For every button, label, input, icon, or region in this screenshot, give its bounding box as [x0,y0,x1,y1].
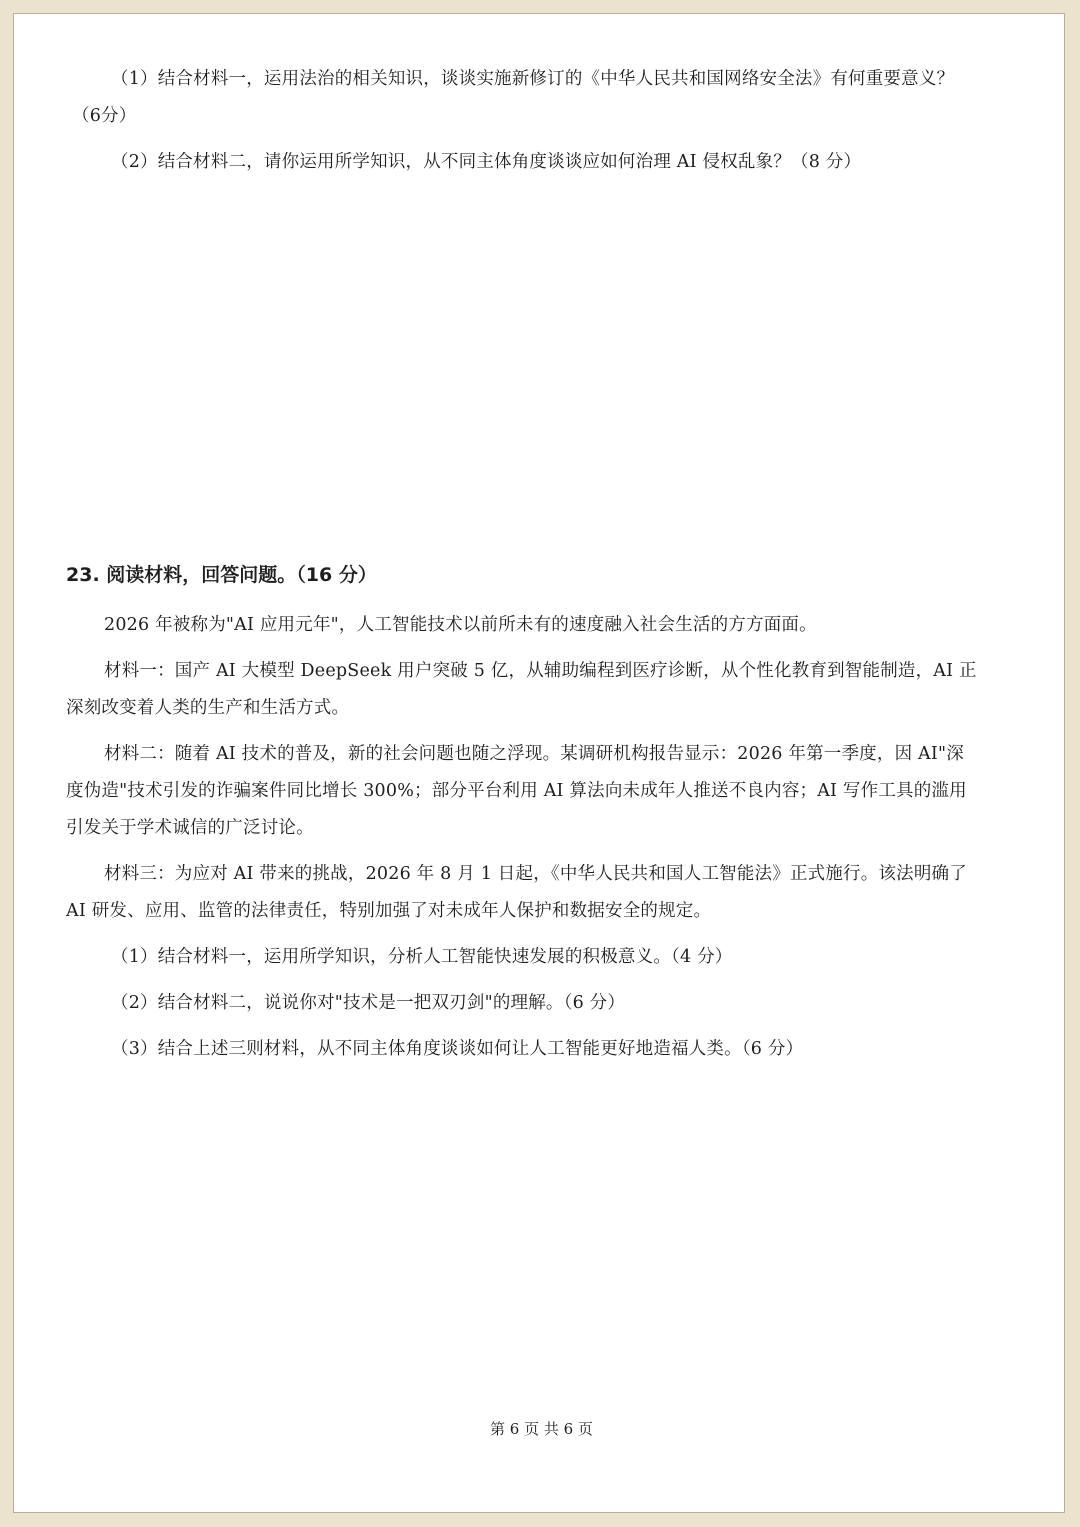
q22-sub1-line2: （6分） [72,106,137,126]
q23-heading: 23. 阅读材料，回答问题。（16 分） [66,564,377,586]
q23-sub3: （3）结合上述三则材料，从不同主体角度谈谈如何让人工智能更好地造福人类。（6 分） [111,1039,804,1059]
q23-material3-line1: 材料三：为应对 AI 带来的挑战，2026 年 8 月 1 日起，《中华人民共和国人工智能法》正式施行。该法明确了 [104,864,967,884]
q23-material2-line1: 材料二：随着 AI 技术的普及，新的社会问题也随之浮现。某调研机构报告显示：2026 年第一季度，因 AI"深 [104,744,964,764]
q22-sub1-line1: （1）结合材料一，运用法治的相关知识，谈谈实施新修订的《中华人民共和国网络安全法》有何重要意义？ [111,69,955,89]
q22-sub2: （2）结合材料二，请你运用所学知识，从不同主体角度谈谈应如何治理 AI 侵权乱象？（8 分） [111,152,862,172]
q23-material1-line1: 材料一：国产 AI 大模型 DeepSeek 用户突破 5 亿，从辅助编程到医疗诊断，从个性化教育到智能制造，AI 正 [104,661,977,681]
q23-material2-line2: 度伪造"技术引发的诈骗案件同比增长 300%；部分平台利用 AI 算法向未成年人推送不良内容；AI 写作工具的滥用 [66,781,967,801]
q23-sub1: （1）结合材料一，运用所学知识，分析人工智能快速发展的积极意义。（4 分） [111,947,733,967]
q23-material2-line3: 引发关于学术诚信的广泛讨论。 [66,818,314,838]
page-number-footer: 第 6 页 共 6 页 [490,1420,593,1438]
q23-intro: 2026 年被称为"AI 应用元年"，人工智能技术以前所未有的速度融入社会生活的方方面面。 [104,615,817,635]
q23-sub2: （2）结合材料二，说说你对"技术是一把双刃剑"的理解。（6 分） [111,993,626,1013]
q23-material3-line2: AI 研发、应用、监管的法律责任，特别加强了对未成年人保护和数据安全的规定。 [66,901,712,921]
q23-material1-line2: 深刻改变着人类的生产和生活方式。 [66,698,350,718]
exam-page [13,13,1065,1513]
